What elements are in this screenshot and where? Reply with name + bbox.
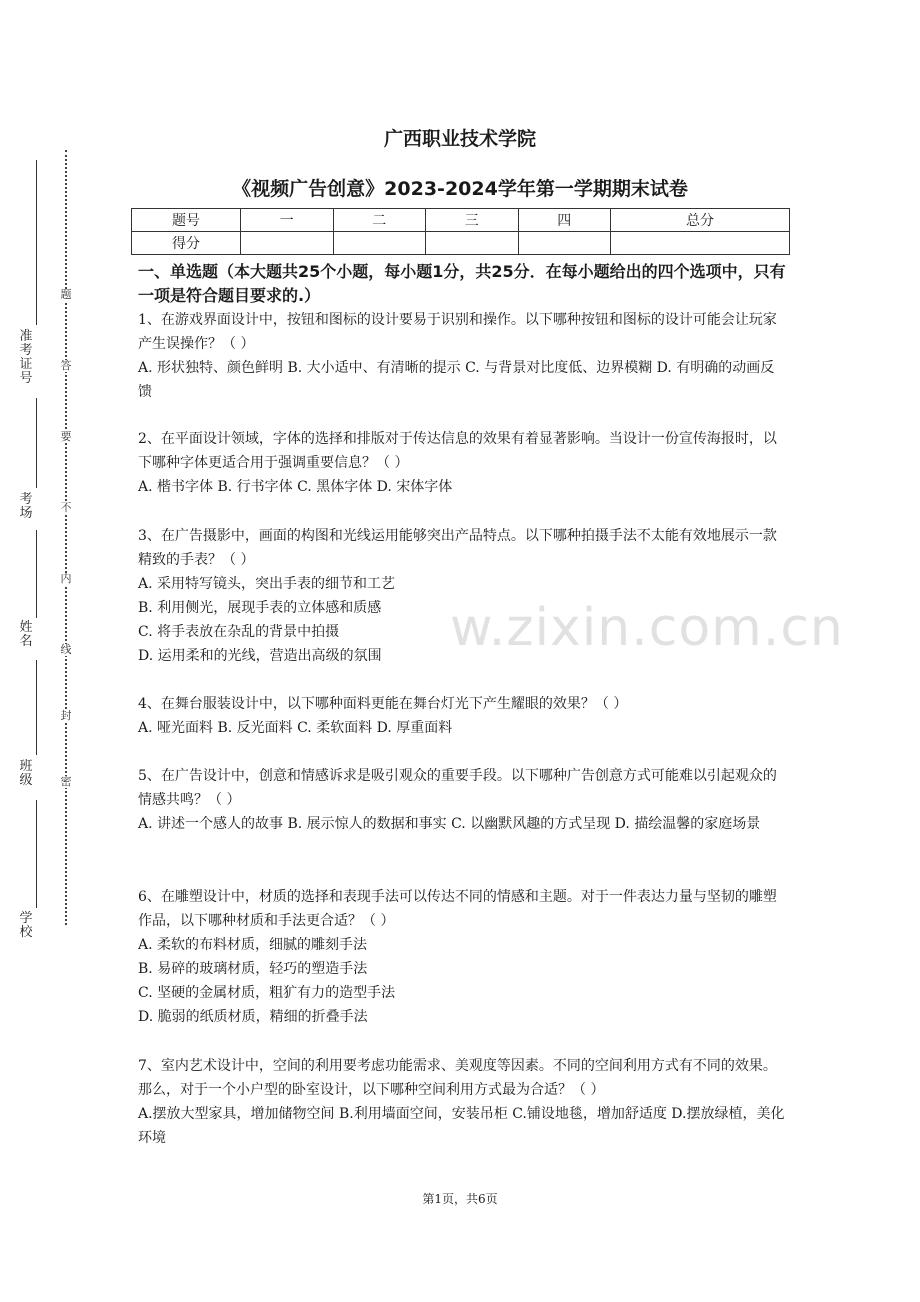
seal-char: 答 — [58, 360, 74, 372]
question-option: D. 运用柔和的光线，营造出高级的氛围 — [138, 648, 382, 664]
question-option: D. 脆弱的纸质材质，精细的折叠手法 — [138, 1009, 368, 1025]
binding-label: 学校 — [19, 911, 33, 940]
binding-label: 班级 — [19, 759, 33, 788]
question-2 — [138, 427, 788, 499]
binding-field-exam-number — [18, 330, 34, 386]
question-options: A.摆放大型家具，增加储物空间 B.利用墙面空间，安装吊柜 C.铺设地毯，增加舒适度 D.摆放绿植，美化环境 — [138, 1106, 785, 1146]
question-7 — [138, 1054, 788, 1150]
binding-underline — [36, 530, 37, 618]
score-cell[interactable] — [333, 232, 426, 255]
score-cell[interactable] — [518, 232, 611, 255]
binding-underline — [36, 660, 37, 755]
question-option: B. 易碎的玻璃材质，轻巧的塑造手法 — [138, 961, 368, 977]
question-option: C. 坚硬的金属材质，粗犷有力的造型手法 — [138, 985, 396, 1001]
score-header-cell: 二 — [333, 209, 426, 232]
question-options: A. 形状独特、颜色鲜明 B. 大小适中、有清晰的提示 C. 与背景对比度低、边界模糊 D. 有明确的动画反馈 — [138, 360, 775, 400]
question-option: B. 利用侧光，展现手表的立体感和质感 — [138, 600, 382, 616]
seal-char: 不 — [58, 502, 74, 514]
question-options: A. 哑光面料 B. 反光面料 C. 柔软面料 D. 厚重面料 — [138, 720, 453, 736]
question-stem: 3、在广告摄影中，画面的构图和光线运用能够突出产品特点。以下哪种拍摄手法不太能有效地展示一款精致的手表？（ ） — [138, 528, 777, 568]
question-5 — [138, 764, 788, 836]
binding-field-name — [18, 621, 34, 649]
section-title: 一、单选题（本大题共25个小题，每小题1分，共25分．在每小题给出的四个选项中，只有一项是符合题目要求的.） — [138, 262, 786, 305]
watermark: w.zixin.com.cn — [450, 598, 844, 658]
score-header-cell: 四 — [518, 209, 611, 232]
question-option: C. 将手表放在杂乱的背景中拍摄 — [138, 624, 340, 640]
question-options: A. 楷书字体 B. 行书字体 C. 黑体字体 D. 宋体字体 — [138, 479, 453, 495]
score-table-header-row — [132, 209, 790, 232]
question-6 — [138, 885, 788, 1029]
score-row-label: 得分 — [132, 232, 241, 255]
page-footer: 第1页，共6页 — [422, 1192, 498, 1206]
score-cell[interactable] — [426, 232, 519, 255]
binding-field-school — [18, 912, 34, 940]
question-option: A. 柔软的布料材质，细腻的雕刻手法 — [138, 937, 368, 953]
score-header-cell: 题号 — [132, 209, 241, 232]
score-header-cell: 总分 — [611, 209, 790, 232]
score-header-cell: 三 — [426, 209, 519, 232]
question-stem: 1、在游戏界面设计中，按钮和图标的设计要易于识别和操作。以下哪种按钮和图标的设计可能会让玩家产生误操作？（ ） — [138, 312, 777, 352]
binding-label: 考场 — [19, 492, 33, 521]
exam-title: 《视频广告创意》2023-2024学年第一学期期末试卷 — [232, 178, 688, 200]
binding-field-class — [18, 760, 34, 788]
question-stem: 6、在雕塑设计中，材质的选择和表现手法可以传达不同的情感和主题。对于一件表达力量与坚韧的雕塑作品，以下哪种材质和手法更合适？（ ） — [138, 889, 777, 929]
seal-char: 内 — [58, 573, 74, 585]
binding-field-exam-room — [18, 493, 34, 521]
question-1 — [138, 308, 788, 404]
binding-underline — [36, 398, 37, 488]
seal-char: 封 — [58, 710, 74, 722]
seal-char: 线 — [58, 644, 74, 656]
binding-label: 准考证号 — [19, 329, 33, 386]
seal-char: 要 — [58, 431, 74, 443]
question-stem: 7、室内艺术设计中，空间的利用要考虑功能需求、美观度等因素。不同的空间利用方式有不同的效果。那么，对于一个小户型的卧室设计，以下哪种空间利用方式最为合适？（ ） — [138, 1058, 777, 1098]
school-name: 广西职业技术学院 — [383, 128, 536, 150]
question-stem: 2、在平面设计领域，字体的选择和排版对于传达信息的效果有着显著影响。当设计一份宣传海报时，以下哪种字体更适合用于强调重要信息？（ ） — [138, 431, 777, 471]
binding-label: 姓名 — [19, 620, 33, 649]
question-option: A. 采用特写镜头，突出手表的细节和工艺 — [138, 576, 396, 592]
score-header-cell: 一 — [241, 209, 334, 232]
question-stem: 4、在舞台服装设计中，以下哪种面料更能在舞台灯光下产生耀眼的效果？（ ） — [138, 696, 628, 712]
seal-char: 题 — [58, 289, 74, 301]
question-4 — [138, 692, 788, 740]
question-options: A. 讲述一个感人的故事 B. 展示惊人的数据和事实 C. 以幽默风趣的方式呈现 D. 描绘温馨的家庭场景 — [138, 816, 761, 832]
score-table — [131, 208, 790, 255]
score-table-score-row — [132, 232, 790, 255]
score-cell[interactable] — [611, 232, 790, 255]
question-stem: 5、在广告设计中，创意和情感诉求是吸引观众的重要手段。以下哪种广告创意方式可能难以引起观众的情感共鸣？（ ） — [138, 768, 777, 808]
seal-char: 密 — [58, 776, 74, 788]
score-cell[interactable] — [241, 232, 334, 255]
seal-dotted-line — [65, 150, 67, 925]
binding-underline — [36, 800, 37, 908]
